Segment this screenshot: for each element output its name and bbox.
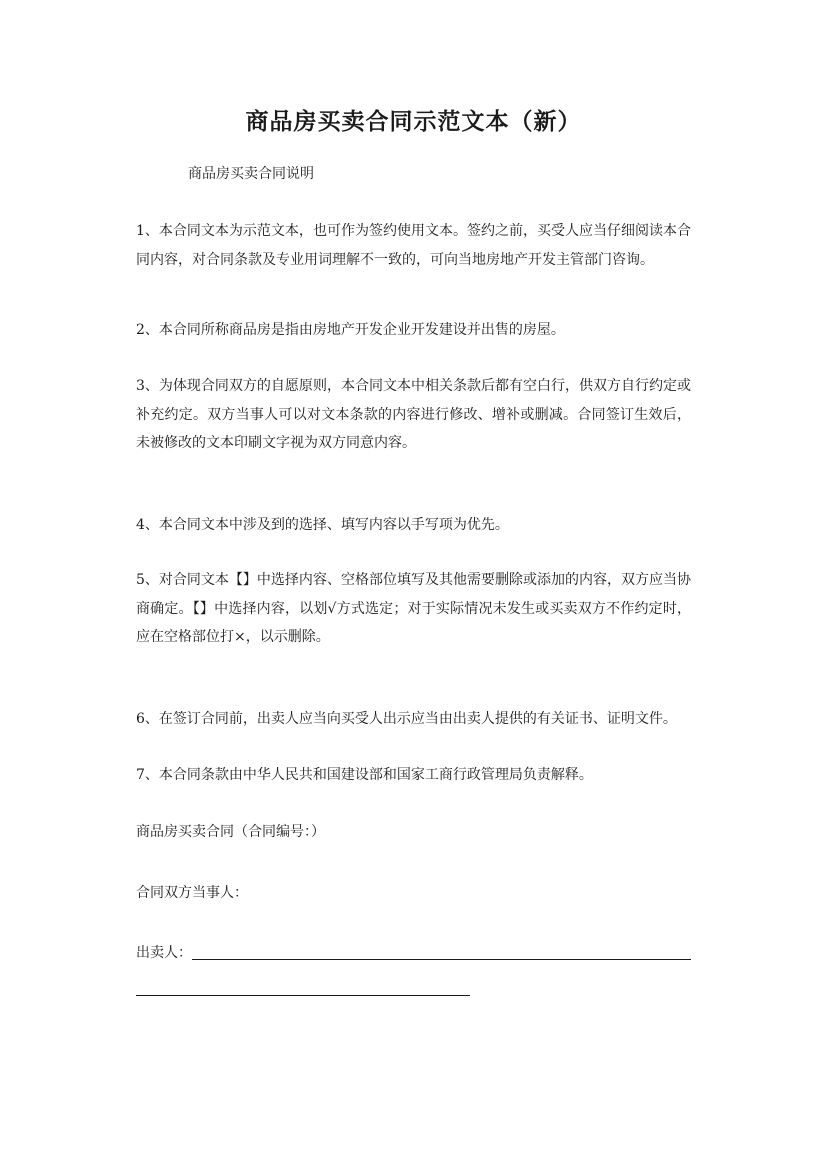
document-subtitle: 商品房买卖合同说明 <box>188 166 314 182</box>
seller-field <box>136 939 691 967</box>
contract-number-line: 商品房买卖合同（合同编号：） <box>136 824 325 840</box>
seller-blank-line <box>192 959 691 960</box>
paragraph-1: 1、本合同文本为示范文本，也可作为签约使用文本。签约之前，买受人应当仔细阅读本合同内容，对合同条款及专业用词理解不一致的，可向当地房地产开发主管部门咨询。 <box>136 223 691 268</box>
paragraph-5: 5、对合同文本【】中选择内容、空格部位填写及其他需要删除或添加的内容，双方应当协商确定。【】中选择内容，以划√方式选定；对于实际情况未发生或买卖双方不作约定时，应在空格部位打×，以示删除。 <box>136 572 691 645</box>
seller-blank-line-continued <box>136 995 470 996</box>
parties-heading: 合同双方当事人： <box>136 885 248 901</box>
paragraph-2: 2、本合同所称商品房是指由房地产开发企业开发建设并出售的房屋。 <box>136 322 565 338</box>
paragraph-7: 7、本合同条款由中华人民共和国建设部和国家工商行政管理局负责解释。 <box>136 767 593 783</box>
paragraph-3: 3、为体现合同双方的自愿原则，本合同文本中相关条款后都有空白行，供双方自行约定或补充约定。双方当事人可以对文本条款的内容进行修改、增补或删减。合同签订生效后，未被修改的文本印刷文字视为双方同意内容。 <box>136 378 691 451</box>
seller-label: 出卖人： <box>136 945 192 961</box>
document-title: 商品房买卖合同示范文本（新） <box>245 108 582 135</box>
paragraph-4: 4、本合同文本中涉及到的选择、填写内容以手写项为优先。 <box>136 517 509 533</box>
paragraph-6: 6、在签订合同前，出卖人应当向买受人出示应当由出卖人提供的有关证书、证明文件。 <box>136 711 677 727</box>
